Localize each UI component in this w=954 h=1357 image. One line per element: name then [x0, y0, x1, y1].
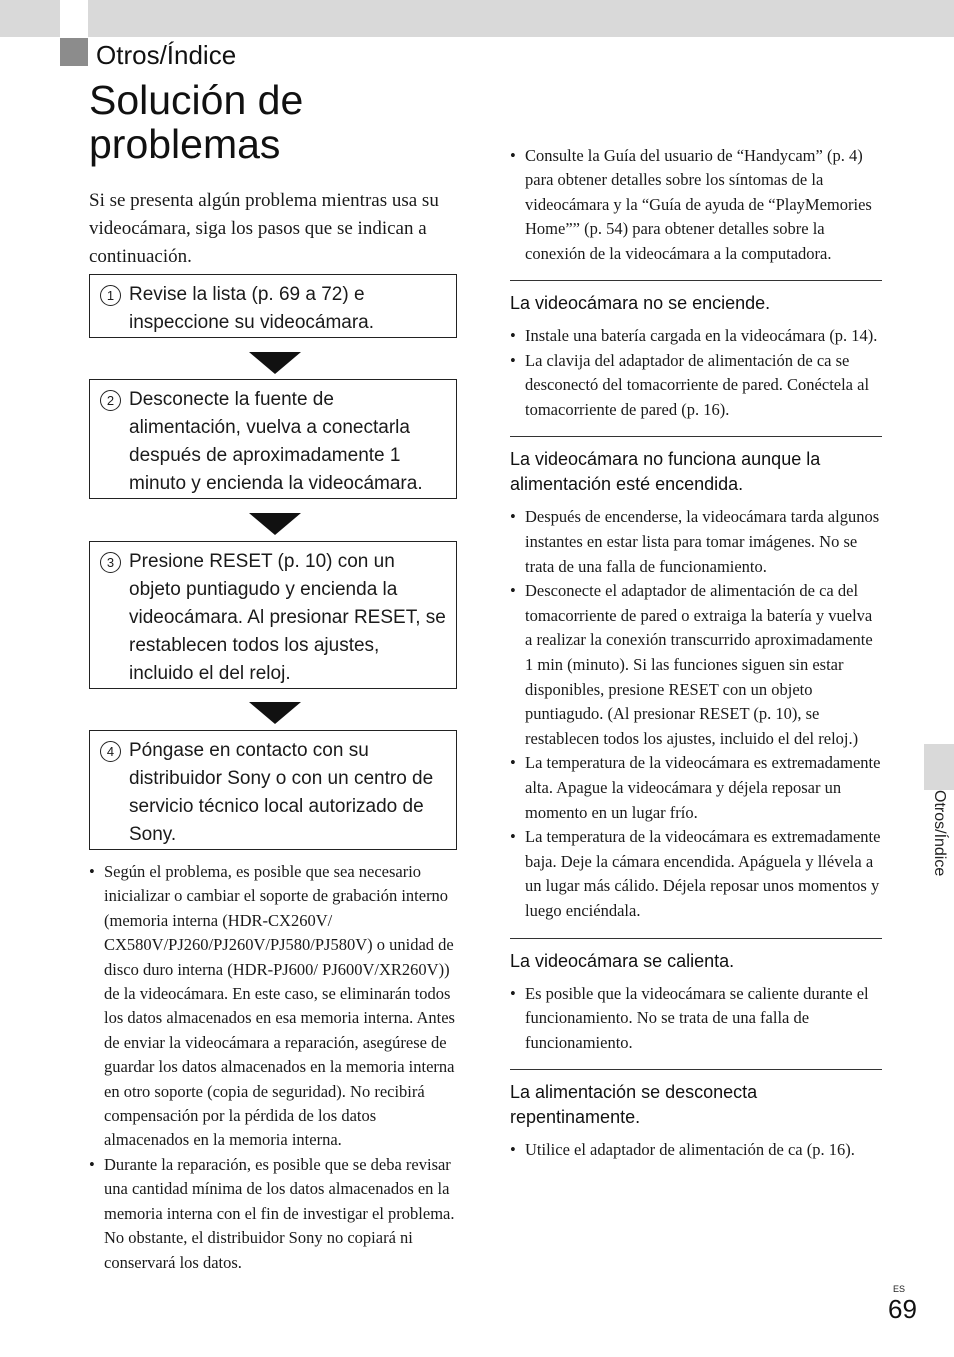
- issue-list: [510, 324, 882, 422]
- step-number-1: 1: [100, 285, 121, 306]
- issue-list: [510, 505, 882, 923]
- step-box-4: [89, 730, 457, 850]
- step-box-3: [89, 541, 457, 689]
- issue-item: • Desconecte el adaptador de alimentación de ca del tomacorriente de pared o extraiga la batería y vuelva a realizar la conexión transcurrido aproximadamente 1 min (minuto). Si las funciones siguen sin estar disponibles, presione RESET con un objeto puntiagudo. (Al presionar RESET (p. 10), se restablecen todos los ajustes, incluido el del reloj.): [510, 579, 882, 751]
- side-tab-label: Otros/Índice: [931, 790, 948, 877]
- step-box-1: [89, 274, 457, 338]
- issue-list: [510, 982, 882, 1056]
- issue-item: • Es posible que la videocámara se caliente durante el funcionamiento. No se trata de una falla de funcionamiento.: [510, 982, 882, 1056]
- issue-heading: La videocámara no se enciende.: [510, 293, 771, 314]
- step-text-3: Presione RESET (p. 10) con un objeto puntiagudo y encienda la videocámara. Al presionar RESET, se restablecen todos los ajustes, incluido el del reloj.: [129, 551, 446, 684]
- issue-item: • Después de encenderse, la videocámara tarda algunos instantes en estar lista para tomar imágenes. No se trata de una falla de funcionamiento.: [510, 505, 882, 579]
- issue-item: • La clavija del adaptador de alimentación de ca se desconectó del tomacorriente de pared. Conéctela al tomacorriente de pared (p. 16).: [510, 349, 882, 423]
- issue-item: • La temperatura de la videocámara es extremadamente alta. Apague la videocámara y déjela reposar un momento en un lugar frío.: [510, 751, 882, 825]
- issue-item: • Instale una batería cargada en la videocámara (p. 14).: [510, 324, 882, 349]
- divider: [510, 436, 882, 437]
- down-arrow-icon: [249, 352, 301, 374]
- issue-item: • La temperatura de la videocámara es extremadamente baja. Deje la cámara encendida. Apáguela y llévela a un lugar más cálido. Déjela reposar unos momentos y luego enciéndala.: [510, 825, 882, 923]
- intro-paragraph: Si se presenta algún problema mientras usa su videocámara, siga los pasos que se indican a continuación.: [89, 190, 439, 267]
- header-bar: [0, 0, 954, 37]
- note-item: • Durante la reparación, es posible que se deba revisar una cantidad mínima de los datos almacenados en la memoria interna con el fin de investigar el problema. No obstante, el distribuidor Sony no copiará ni conservará los datos.: [89, 1153, 461, 1275]
- step-text-4: Póngase en contacto con su distribuidor Sony o con un centro de servicio técnico local autorizado de Sony.: [129, 740, 434, 845]
- side-tab: [924, 744, 954, 790]
- step-box-2: [89, 379, 457, 499]
- page-title: Solución de problemas: [89, 77, 304, 167]
- down-arrow-icon: [249, 513, 301, 535]
- reference-note-list: [510, 144, 882, 266]
- note-item: • Según el problema, es posible que sea necesario inicializar o cambiar el soporte de grabación interno (memoria interna (HDR-CX260V/ CX580V/PJ260/PJ260V/PJ580/PJ580V) o unidad de disco duro interna (HDR-PJ600/ PJ600V/XR260V)) de la videocámara. En este caso, se eliminarán todos los datos almacenados en esa memoria interna. Antes de enviar la videocámara a reparación, asegúrese de guardar los datos almacenados en la memoria interna en otro soporte (copia de seguridad). No recibirá compensación por la pérdida de los datos almacenados en la memoria interna.: [89, 860, 461, 1153]
- step-text-1: Revise la lista (p. 69 a 72) e inspeccione su videocámara.: [129, 284, 375, 333]
- header-notch: [60, 0, 88, 37]
- section-marker-icon: [60, 38, 88, 66]
- issue-item: • Utilice el adaptador de alimentación de ca (p. 16).: [510, 1138, 882, 1163]
- step-number-3: 3: [100, 552, 121, 573]
- down-arrow-icon: [249, 702, 301, 724]
- notes-list: [89, 860, 461, 1275]
- issue-heading: La videocámara no funciona aunque la alimentación esté encendida.: [510, 449, 821, 495]
- reference-note: • Consulte la Guía del usuario de “Handycam” (p. 4) para obtener detalles sobre los síntomas de la videocámara y la “Guía de ayuda de “PlayMemories Home”” (p. 54) para obtener detalles sobre la conexión de la videocámara a la computadora.: [510, 144, 882, 266]
- divider: [510, 938, 882, 939]
- issue-heading: La videocámara se calienta.: [510, 950, 735, 971]
- issue-heading: La alimentación se desconecta repentinamente.: [510, 1082, 758, 1128]
- step-number-2: 2: [100, 390, 121, 411]
- divider: [510, 280, 882, 281]
- troubleshooting-column: [510, 144, 882, 1163]
- step-number-4: 4: [100, 741, 121, 762]
- language-code: ES: [893, 1284, 906, 1294]
- step-text-2: Desconecte la fuente de alimentación, vuelva a conectarla después de aproximadamente 1 minuto y encienda la videocámara.: [129, 389, 423, 494]
- page-number: 69: [888, 1294, 917, 1324]
- section-label: Otros/Índice: [96, 40, 237, 70]
- issue-list: [510, 1138, 882, 1163]
- divider: [510, 1069, 882, 1070]
